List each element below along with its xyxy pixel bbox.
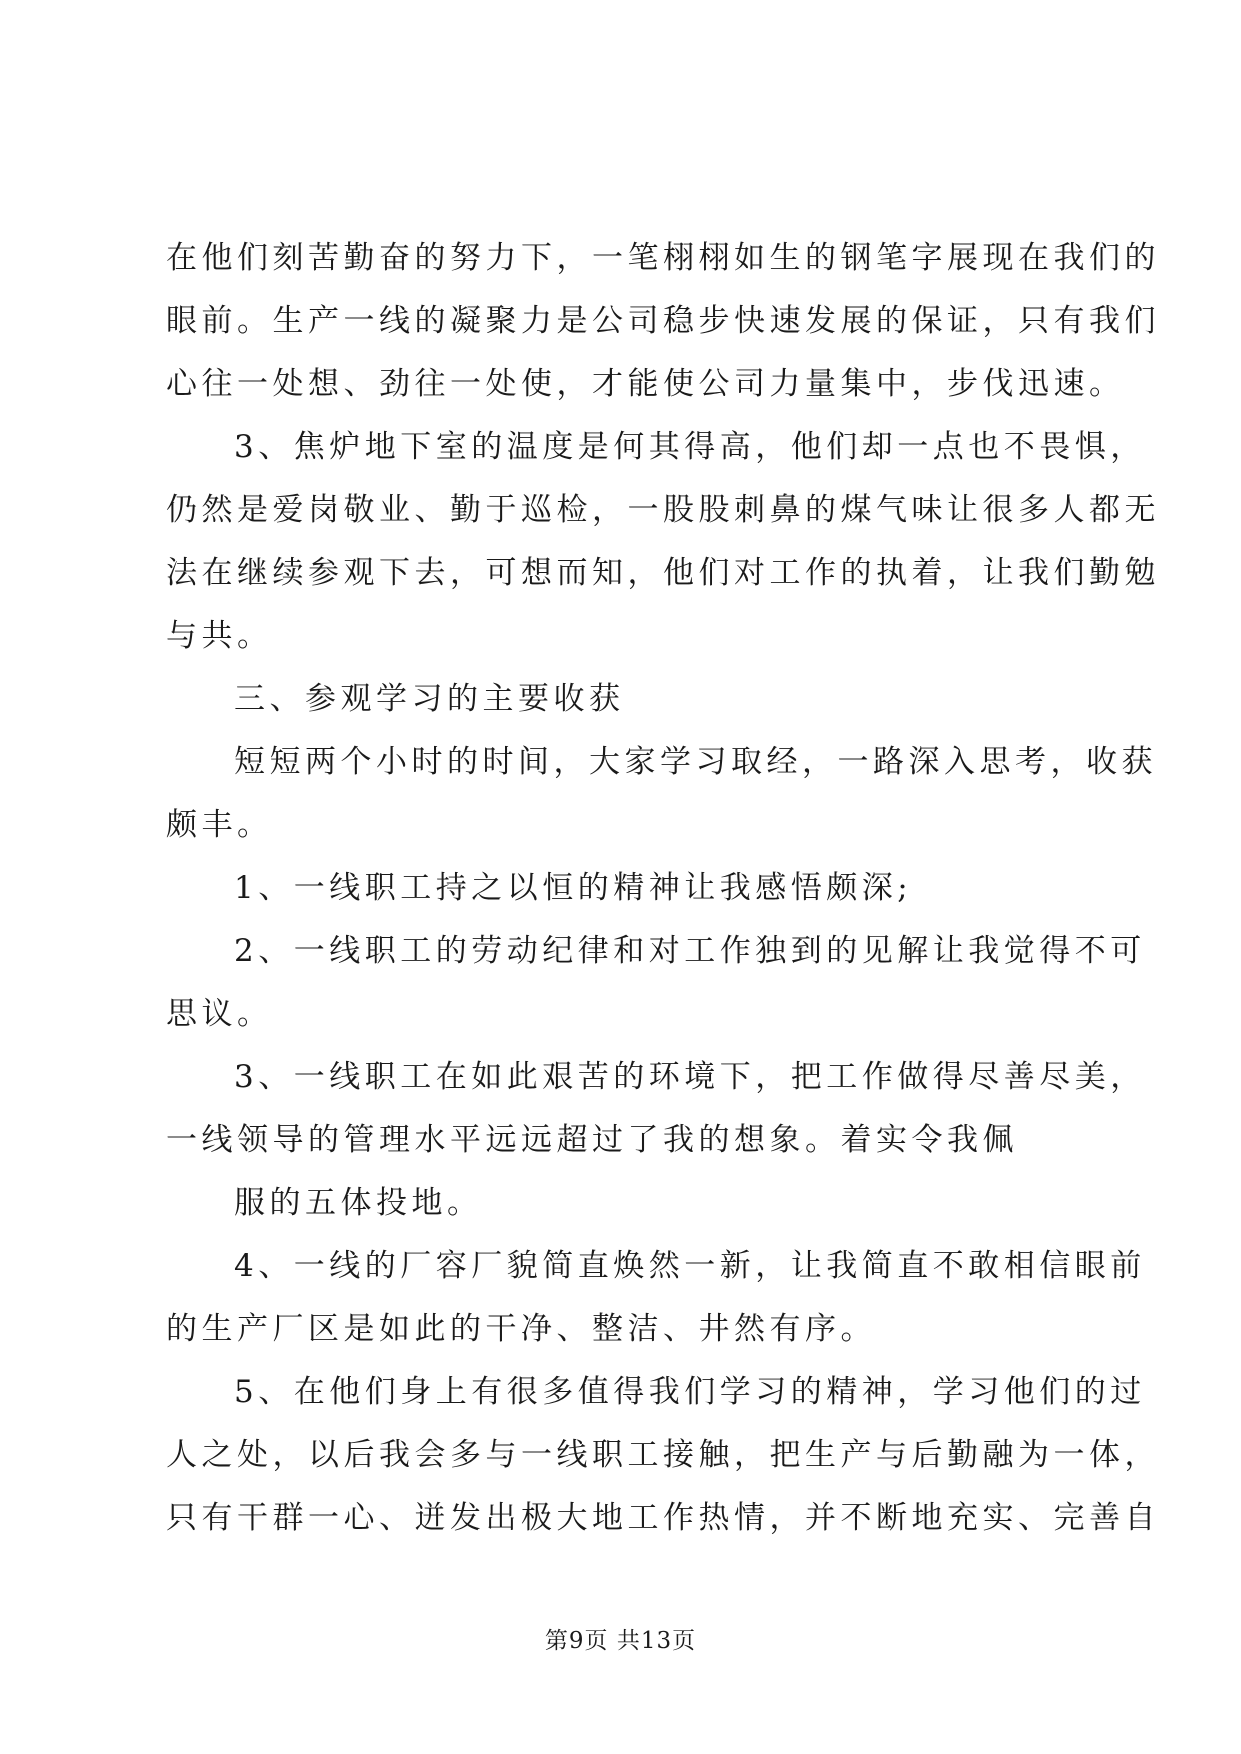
text-line: 颇丰。 — [166, 807, 273, 843]
page-number-footer: 第9页 共13页 — [544, 1628, 697, 1654]
text-line: 仍然是爱岗敬业、勤于巡检，一股股刺鼻的煤气味让很多人都无 — [166, 492, 1160, 528]
text-line: 的生产厂区是如此的干净、整洁、井然有序。 — [166, 1311, 876, 1347]
text-line: 5、在他们身上有很多值得我们学习的精神，学习他们的过 — [234, 1374, 1146, 1410]
text-line: 2、一线职工的劳动纪律和对工作独到的见解让我觉得不可 — [234, 933, 1146, 969]
text-line: 1、一线职工持之以恒的精神让我感悟颇深; — [234, 870, 913, 906]
text-line: 只有干群一心、迸发出极大地工作热情，并不断地充实、完善自 — [166, 1500, 1160, 1536]
text-line: 一线领导的管理水平远远超过了我的想象。着实令我佩 — [166, 1122, 1018, 1158]
section-heading: 三、参观学习的主要收获 — [234, 681, 625, 717]
text-line: 3、一线职工在如此艰苦的环境下，把工作做得尽善尽美， — [234, 1059, 1146, 1095]
text-line: 法在继续参观下去，可想而知，他们对工作的执着，让我们勤勉 — [166, 555, 1160, 591]
text-line: 人之处，以后我会多与一线职工接触，把生产与后勤融为一体， — [166, 1437, 1160, 1473]
text-line: 思议。 — [166, 996, 273, 1032]
text-line: 4、一线的厂容厂貌简直焕然一新，让我简直不敢相信眼前 — [234, 1248, 1146, 1284]
text-line: 心往一处想、劲往一处使，才能使公司力量集中，步伐迅速。 — [166, 366, 1125, 402]
text-line: 与共。 — [166, 618, 273, 654]
body-text — [166, 227, 1160, 1550]
text-line: 短短两个小时的时间，大家学习取经，一路深入思考，收获 — [234, 744, 1157, 780]
text-line: 眼前。生产一线的凝聚力是公司稳步快速发展的保证，只有我们 — [166, 303, 1160, 339]
text-line: 3、焦炉地下室的温度是何其得高，他们却一点也不畏惧， — [234, 429, 1146, 465]
text-line: 服的五体投地。 — [234, 1185, 483, 1221]
text-line: 在他们刻苦勤奋的努力下，一笔栩栩如生的钢笔字展现在我们的 — [166, 240, 1160, 276]
